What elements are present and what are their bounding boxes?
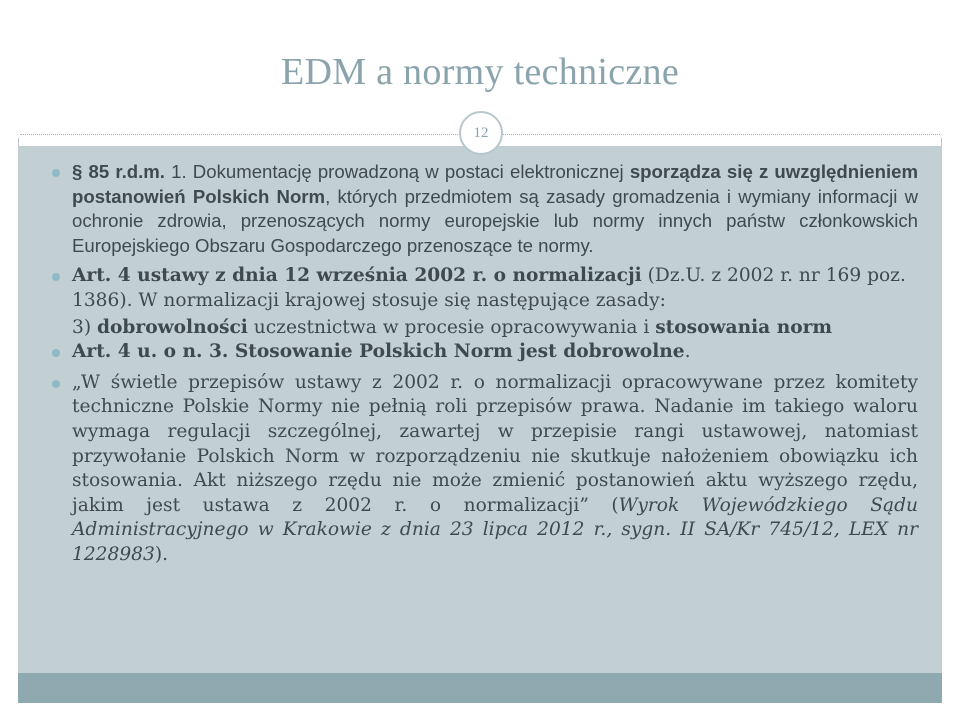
bullet-1-text-1: 1. Dokumentację prowadzoną w postaci elektronicznej	[164, 161, 630, 182]
bullet-item-2	[52, 264, 918, 313]
bullet-item-3	[52, 340, 918, 365]
bullet-2-bold: Art. 4 ustawy z dnia 12 września 2002 r. o normalizacji	[72, 265, 642, 287]
bullet-2-citation: (Dz.U. z 2002 r. nr 169 poz. 1386)	[72, 265, 906, 311]
bullet-4-end: ).	[154, 543, 168, 565]
sub-item-3	[52, 316, 918, 341]
sub-item-bold-2: stosowania norm	[655, 316, 833, 338]
page-number-badge: 12	[459, 111, 503, 155]
paragraph-ref: § 85 r.d.m.	[72, 161, 165, 182]
bullet-4-quote: „W świetle przepisów ustawy z 2002 r. o normalizacji opracowywane przez komitety techniczne Polskie Normy nie pełnią roli przepisów prawa. Nadanie im takiego waloru wymaga regulacji szczególnej, zawartej w przepisie rangi ustawowej, natomiast przywołanie Polskich Norm w rozporządzeniu nie skutkuje nałożeniem obowiązku ich stosowania. Akt niższego rzędu nie może zmienić postanowień aktu wyższego rzędu, jakim jest ustawa z 2002 r. o normalizacji” (	[72, 371, 918, 516]
sub-item-text: uczestnictwa w procesie opracowywania i	[247, 316, 656, 338]
bullet-item-1	[52, 160, 918, 258]
bullet-4-citation: Wyrok Wojewódzkiego Sądu Administracyjnego w Krakowie z dnia 23 lipca 2012 r., sygn. II SA/Kr 745/12, LEX nr 1228983	[72, 494, 918, 565]
slide-title: EDM a normy techniczne	[280, 51, 680, 93]
sub-item-number: 3)	[72, 316, 97, 338]
footer-bar	[18, 673, 942, 703]
bullet-3-bold: Stosowanie Polskich Norm jest dobrowolne	[234, 341, 685, 363]
bullet-2-text: . W normalizacji krajowej stosuje się następujące zasady:	[126, 289, 666, 311]
bullet-list	[52, 160, 918, 568]
bullet-3-ref: Art. 4 u. o n. 3.	[72, 341, 235, 363]
bullet-1-bold: sporządza się z uwzględnieniem postanowień Polskich Norm	[72, 161, 919, 207]
bullet-3-text: .	[684, 341, 691, 363]
bullet-1-text-2: , których przedmiotem są zasady gromadzenia i wymiany informacji w ochronie zdrowia, przenoszących normy europejskie lub normy innych państw członkowskich Europejskiego Obszaru Gospodarczego przenoszące te normy.	[72, 185, 918, 256]
sub-item-bold-1: dobrowolności	[97, 316, 248, 338]
bullet-item-4	[52, 371, 918, 568]
